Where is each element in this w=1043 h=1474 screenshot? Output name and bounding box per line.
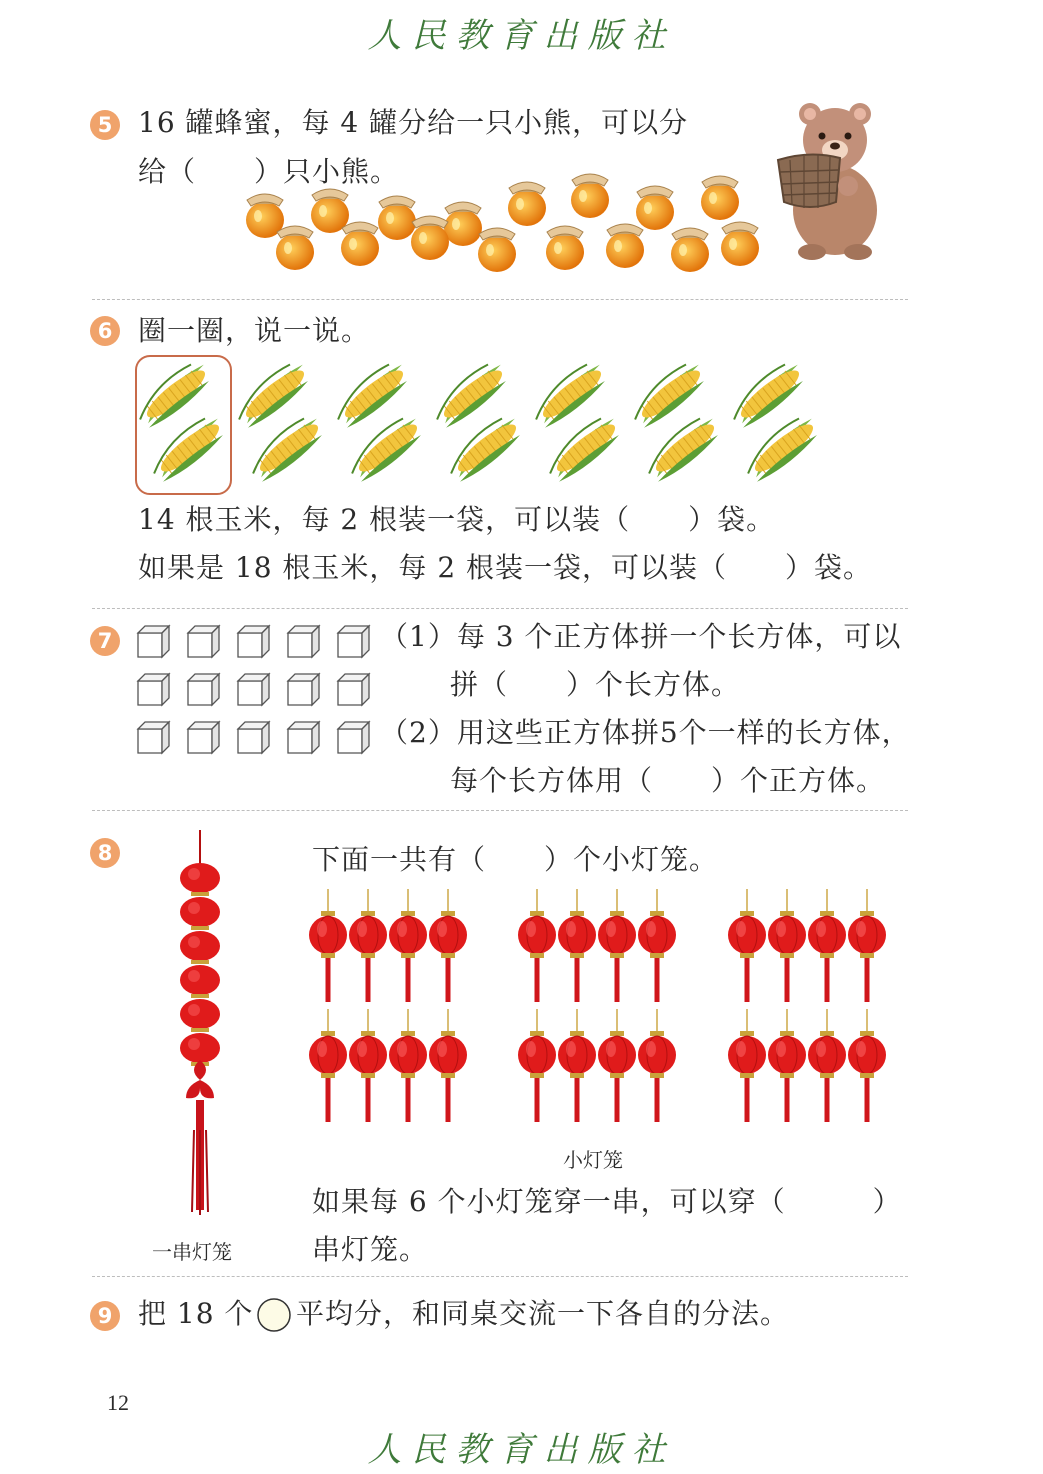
publisher-footer: 人民教育出版社 bbox=[367, 1430, 676, 1470]
question-number-8: 8 bbox=[90, 838, 120, 868]
cube bbox=[288, 674, 319, 705]
cube bbox=[338, 722, 369, 753]
small-lanterns-illustration bbox=[300, 885, 900, 1135]
section-divider bbox=[92, 810, 908, 811]
question-number-7: 7 bbox=[90, 626, 120, 656]
corn-illustration bbox=[134, 352, 854, 502]
lantern bbox=[180, 999, 220, 1032]
cube bbox=[338, 674, 369, 705]
lantern bbox=[848, 1009, 886, 1122]
honey-jar bbox=[311, 189, 349, 233]
lantern bbox=[558, 1009, 596, 1122]
lantern bbox=[518, 1009, 556, 1122]
cube bbox=[188, 674, 219, 705]
honey-jar bbox=[571, 174, 609, 218]
lantern bbox=[598, 1009, 636, 1122]
lantern bbox=[389, 1009, 427, 1122]
cube bbox=[238, 626, 269, 657]
lantern bbox=[808, 889, 846, 1002]
lantern bbox=[180, 931, 220, 964]
q6-title: 圈一圈，说一说。 bbox=[138, 314, 371, 347]
q9-text-start: 把 18 个 bbox=[138, 1297, 254, 1330]
honey-jar bbox=[341, 222, 379, 266]
lantern bbox=[808, 1009, 846, 1122]
section-divider bbox=[92, 608, 908, 609]
corn-cob bbox=[131, 357, 216, 433]
lantern bbox=[349, 1009, 387, 1122]
cube bbox=[188, 722, 219, 753]
lantern bbox=[180, 897, 220, 930]
q9-text-end: 平均分，和同桌交流一下各自的分法。 bbox=[296, 1297, 790, 1330]
corn-cob bbox=[725, 357, 810, 433]
honey-jar bbox=[721, 222, 759, 266]
lantern bbox=[429, 889, 467, 1002]
circle-counter-icon bbox=[256, 1297, 292, 1333]
cube bbox=[138, 674, 169, 705]
q5-line-1: 16 罐蜂蜜，每 4 罐分给一只小熊，可以分 bbox=[138, 106, 689, 139]
q7-part2-line-1: （2）用这些正方体拼5个一样的长方体， bbox=[380, 716, 911, 749]
cube bbox=[288, 722, 319, 753]
lantern bbox=[180, 965, 220, 998]
q6-line-1: 14 根玉米，每 2 根装一袋，可以装（ ）袋。 bbox=[138, 503, 776, 536]
honey-jar bbox=[636, 186, 674, 230]
lantern bbox=[389, 889, 427, 1002]
q8-question-line-1: 如果每 6 个小灯笼穿一串，可以穿（ ） bbox=[312, 1185, 902, 1218]
q7-part1-line-1: （1）每 3 个正方体拼一个长方体，可以 bbox=[380, 620, 902, 653]
lantern bbox=[638, 1009, 676, 1122]
cube-grid-illustration bbox=[134, 620, 384, 760]
honey-jar bbox=[606, 224, 644, 268]
q6-line-2: 如果是 18 根玉米，每 2 根装一袋，可以装（ ）袋。 bbox=[138, 551, 873, 584]
lantern bbox=[180, 863, 220, 896]
cube bbox=[138, 722, 169, 753]
q5-line-2: 给（ ）只小熊。 bbox=[138, 155, 400, 188]
honey-jar bbox=[546, 226, 584, 270]
cube bbox=[138, 626, 169, 657]
cube bbox=[188, 626, 219, 657]
lantern bbox=[309, 1009, 347, 1122]
lantern bbox=[558, 889, 596, 1002]
q8-intro: 下面一共有（ ）个小灯笼。 bbox=[312, 843, 719, 876]
string-of-lanterns-illustration bbox=[170, 830, 230, 1220]
honey-jar bbox=[378, 196, 416, 240]
lantern bbox=[638, 889, 676, 1002]
cube bbox=[238, 722, 269, 753]
honey-jar bbox=[276, 226, 314, 270]
cube bbox=[238, 674, 269, 705]
cube bbox=[288, 626, 319, 657]
small-lantern-label: 小灯笼 bbox=[563, 1148, 623, 1172]
corn-cob bbox=[230, 357, 315, 433]
lantern bbox=[768, 1009, 806, 1122]
q7-part1-line-2: 拼（ ）个长方体。 bbox=[450, 668, 741, 701]
question-number-6: 6 bbox=[90, 316, 120, 346]
question-number-9: 9 bbox=[90, 1301, 120, 1331]
lantern bbox=[848, 889, 886, 1002]
section-divider bbox=[92, 1276, 908, 1277]
honey-jar bbox=[671, 228, 709, 272]
lantern bbox=[309, 889, 347, 1002]
page-number: 12 bbox=[107, 1390, 129, 1415]
corn-cob bbox=[329, 357, 414, 433]
lantern bbox=[429, 1009, 467, 1122]
honey-jar bbox=[508, 182, 546, 226]
lantern bbox=[349, 889, 387, 1002]
corn-cob bbox=[527, 357, 612, 433]
section-divider bbox=[92, 299, 908, 300]
lantern bbox=[768, 889, 806, 1002]
honey-jar bbox=[701, 176, 739, 220]
lantern bbox=[518, 889, 556, 1002]
honey-jar bbox=[411, 216, 449, 260]
lantern bbox=[728, 1009, 766, 1122]
string-lantern-label: 一串灯笼 bbox=[152, 1240, 232, 1264]
cube bbox=[338, 626, 369, 657]
bear-with-basket-illustration bbox=[770, 100, 900, 260]
q8-question-line-2: 串灯笼。 bbox=[312, 1233, 429, 1266]
lantern bbox=[728, 889, 766, 1002]
corn-cob bbox=[428, 357, 513, 433]
question-number-5: 5 bbox=[90, 110, 120, 140]
q7-part2-line-2: 每个长方体用（ ）个正方体。 bbox=[450, 764, 886, 797]
lantern bbox=[598, 889, 636, 1002]
corn-cob bbox=[626, 357, 711, 433]
publisher-header: 人民教育出版社 bbox=[367, 16, 676, 56]
honey-jar bbox=[444, 202, 482, 246]
honey-jar bbox=[478, 228, 516, 272]
honey-jars-illustration bbox=[235, 170, 755, 290]
